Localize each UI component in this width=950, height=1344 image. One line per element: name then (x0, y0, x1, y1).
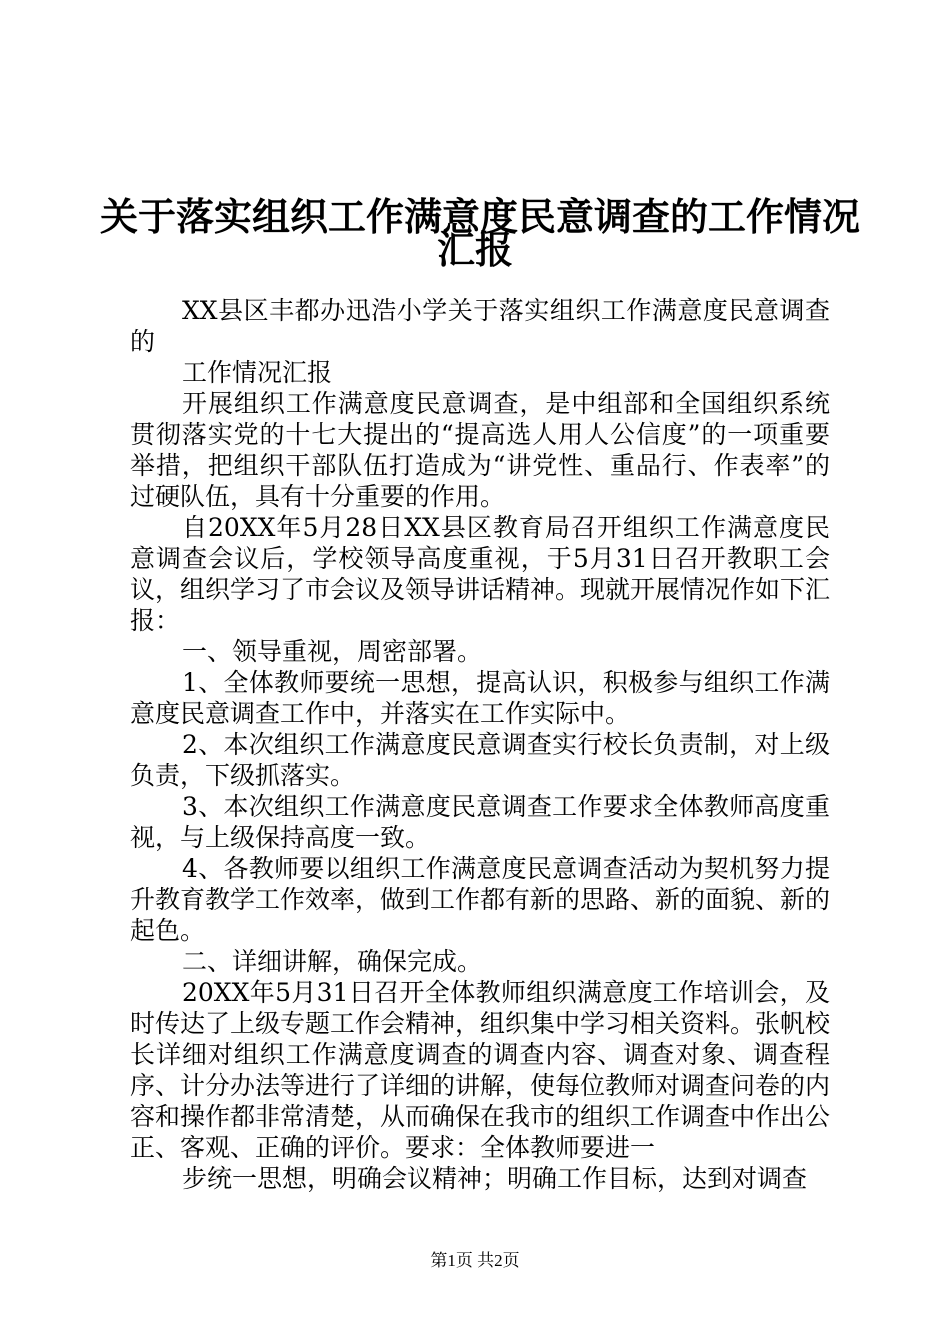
paragraph: 步统一思想，明确会议精神；明确工作目标，达到对调查 (182, 1164, 808, 1193)
paragraph: 工作情况汇报 (182, 358, 333, 387)
paragraph: XX县区丰都办迅浩小学关于落实组织工作满意度民意调查的 (130, 296, 830, 356)
paragraph: 1、全体教师要统一思想，提高认识，积极参与组织工作满意度民意调查工作中，并落实在工作实际中。 (130, 668, 830, 728)
section-heading: 一、领导重视，周密部署。 (182, 637, 483, 666)
paragraph: 20XX年5月31日召开全体教师组织满意度工作培训会，及时传达了上级专题工作会精神，组织集中学习相关资料。张帆校长详细对组织工作满意度调查的调查内容、调查对象、调查程序、计分办法等进行了详细的讲解，使每位教师对调查问卷的内容和操作都非常清楚，从而确保在我市的组织工作调查中作出公正、客观、正确的评价。要求：全体教师要进一 (130, 978, 831, 1162)
paragraph: 4、各教师要以组织工作满意度民意调查活动为契机努力提升教育教学工作效率，做到工作都有新的思路、新的面貌、新的起色。 (130, 854, 831, 945)
document-title-line-2: 汇报 (436, 227, 513, 272)
paragraph: 开展组织工作满意度民意调查，是中组部和全国组织系统贯彻落实党的十七大提出的“提高选人用人公信度”的一项重要举措，把组织干部队伍打造成为“讲党性、重品行、作表率”的过硬队伍，具有十分重要的作用。 (130, 389, 830, 511)
paragraph: 自20XX年5月28日XX县区教育局召开组织工作满意度民意调查会议后，学校领导高度重视，于5月31日召开教职工会议，组织学习了市会议及领导讲话精神。现就开展情况作如下汇报： (130, 513, 831, 635)
document-title-line-1: 关于落实组织工作满意度民意调查的工作情况 (100, 194, 861, 239)
section-heading: 二、详细讲解，确保完成。 (182, 947, 483, 976)
paragraph: 2、本次组织工作满意度民意调查实行校长负责制，对上级负责，下级抓落实。 (130, 730, 830, 790)
page-footer: 第1页 共2页 (430, 1251, 520, 1270)
document-body (130, 295, 830, 1194)
paragraph: 3、本次组织工作满意度民意调查工作要求全体教师高度重视，与上级保持高度一致。 (130, 792, 830, 852)
